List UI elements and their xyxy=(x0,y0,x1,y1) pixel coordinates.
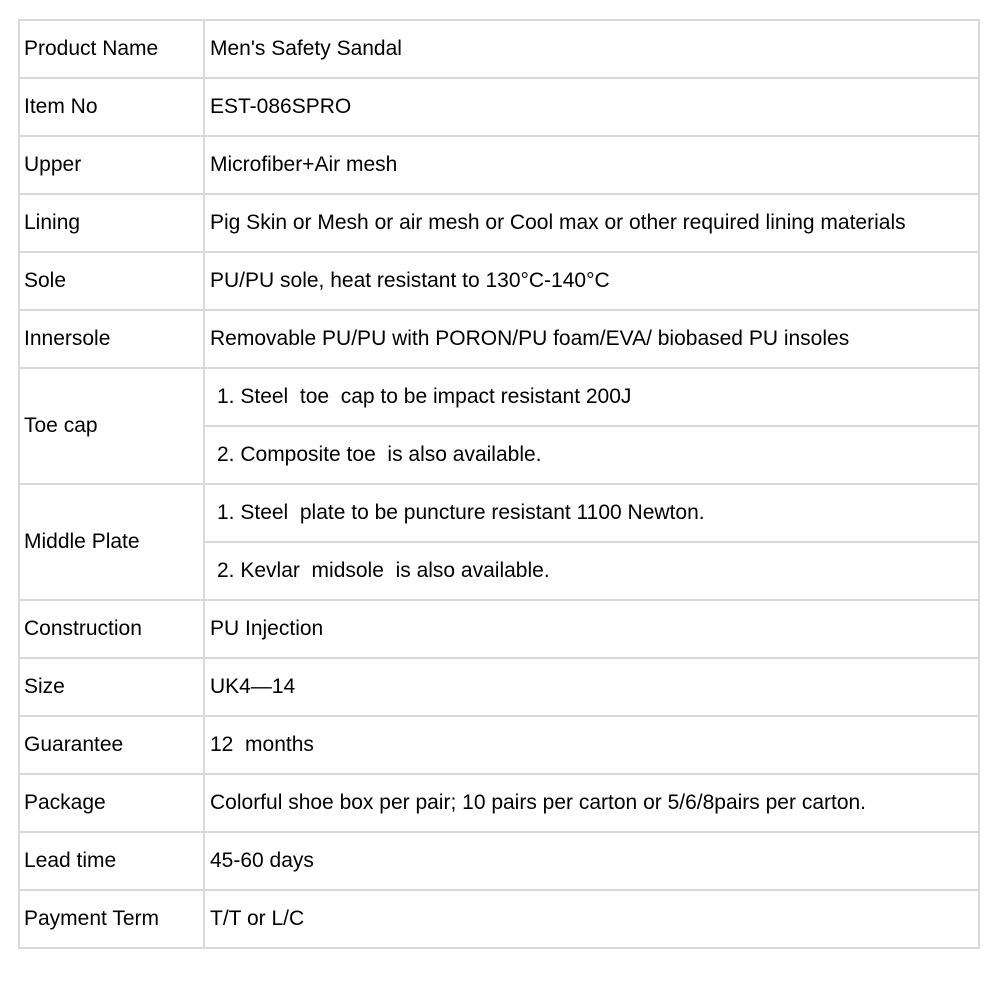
row-value: Men's Safety Sandal xyxy=(204,20,979,78)
table-row-product-name xyxy=(19,20,979,78)
table-row-item-no xyxy=(19,78,979,136)
table-row-lead-time xyxy=(19,832,979,890)
row-value: 2. Composite toe is also available. xyxy=(204,426,979,484)
row-value: PU/PU sole, heat resistant to 130°C-140°C xyxy=(204,252,979,310)
table-row-middle-plate-1 xyxy=(19,484,979,542)
table-row-payment-term xyxy=(19,890,979,948)
row-value: UK4—14 xyxy=(204,658,979,716)
row-label: Payment Term xyxy=(19,890,204,948)
row-value: Microfiber+Air mesh xyxy=(204,136,979,194)
row-value: 2. Kevlar midsole is also available. xyxy=(204,542,979,600)
row-value: T/T or L/C xyxy=(204,890,979,948)
table-row-size xyxy=(19,658,979,716)
row-value: 1. Steel toe cap to be impact resistant 200J xyxy=(204,368,979,426)
row-label: Lead time xyxy=(19,832,204,890)
row-label: Guarantee xyxy=(19,716,204,774)
row-label: Upper xyxy=(19,136,204,194)
row-label: Middle Plate xyxy=(19,484,204,600)
row-label: Toe cap xyxy=(19,368,204,484)
row-label: Construction xyxy=(19,600,204,658)
row-value: PU Injection xyxy=(204,600,979,658)
row-value: Colorful shoe box per pair; 10 pairs per carton or 5/6/8pairs per carton. xyxy=(204,774,979,832)
row-value: Removable PU/PU with PORON/PU foam/EVA/ biobased PU insoles xyxy=(204,310,979,368)
product-spec-table xyxy=(18,19,980,949)
table-row-upper xyxy=(19,136,979,194)
row-label: Lining xyxy=(19,194,204,252)
table-row-package xyxy=(19,774,979,832)
table-row-construction xyxy=(19,600,979,658)
row-value: 1. Steel plate to be puncture resistant 1100 Newton. xyxy=(204,484,979,542)
row-label: Item No xyxy=(19,78,204,136)
table-row-guarantee xyxy=(19,716,979,774)
table-row-lining xyxy=(19,194,979,252)
row-value: EST-086SPRO xyxy=(204,78,979,136)
row-label: Innersole xyxy=(19,310,204,368)
row-label: Sole xyxy=(19,252,204,310)
row-label: Product Name xyxy=(19,20,204,78)
table-row-sole xyxy=(19,252,979,310)
row-value: Pig Skin or Mesh or air mesh or Cool max or other required lining materials xyxy=(204,194,979,252)
table-row-innersole xyxy=(19,310,979,368)
table-row-toe-cap-1 xyxy=(19,368,979,426)
row-label: Size xyxy=(19,658,204,716)
row-label: Package xyxy=(19,774,204,832)
row-value: 45-60 days xyxy=(204,832,979,890)
row-value: 12 months xyxy=(204,716,979,774)
